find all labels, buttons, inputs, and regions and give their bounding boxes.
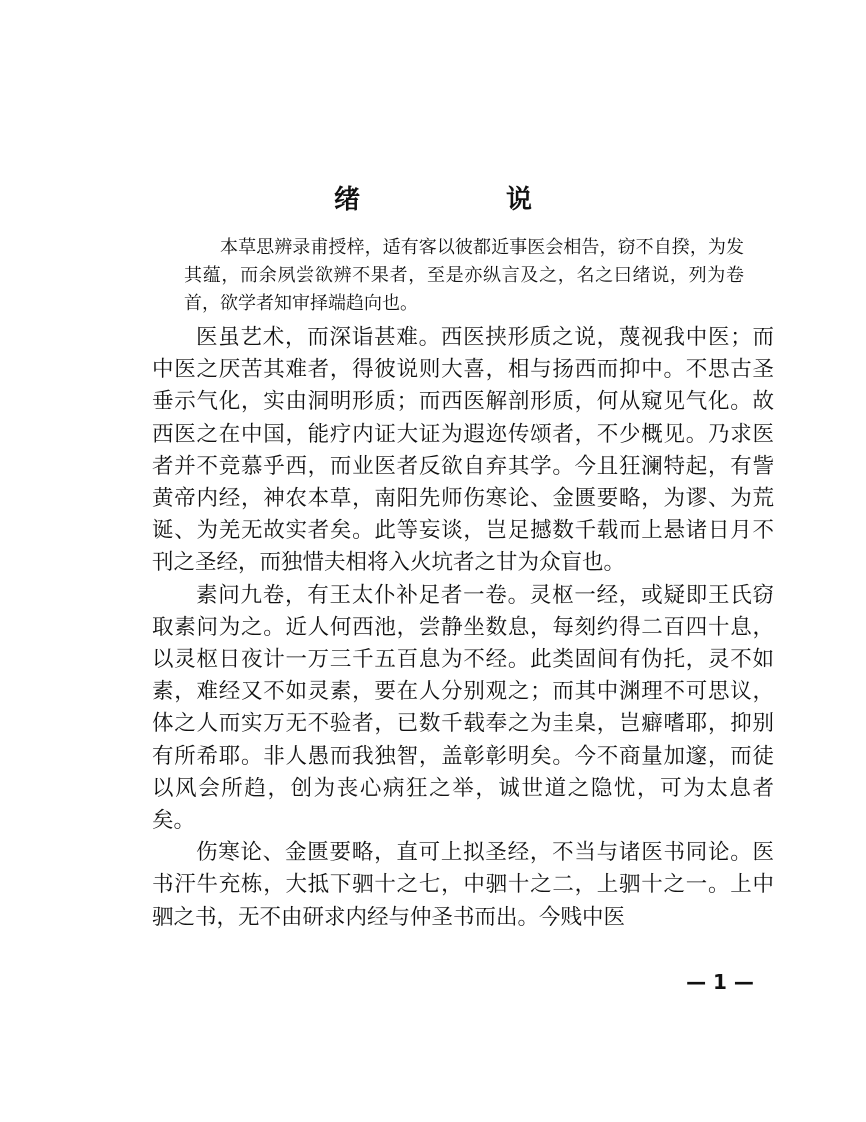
body-paragraph: 医虽艺术，而深诣甚难。西医挟形质之说，蔑视我中医；而中医之厌苦其难者，得彼说则大喜，相与扬西而抑中。不思古圣垂示气化，实由洞明形质；而西医解剖形质，何从窥见气化。故西医之在中国，能疗内证大证为遐迩传颂者，不少概见。乃求医者并不竞慕乎西，而业医者反欲自弃其学。今且狂澜特起，有訾黄帝内经，神农本草，南阳先师伤寒论、金匮要略，为谬、为荒诞、为羌无故实者矣。此等妄谈，岂足撼数千载而上悬诸日月不刊之圣经，而独惜夫相将入火坑者之甘为众盲也。	[152, 325, 774, 576]
preface-paragraph: 本草思辨录甫授梓，适有客以彼都近事医会相告，窃不自揆，为发其蕴，而余夙尝欲辨不果者，至是亦纵言及之，名之曰绪说，列为卷首，欲学者知审择端趋向也。	[184, 237, 744, 314]
preface-note	[184, 234, 744, 318]
body-paragraph: 素问九卷，有王太仆补足者一卷。灵枢一经，或疑即王氏窃取素问为之。近人何西池，尝静坐数息，每刻约得二百四十息，以灵枢日夜计一万三千五百息为不经。此类固间有伪托，灵不如素，难经又不如灵素，要在人分别观之；而其中渊理不可思议，体之人而实万无不验者，已数千载奉之为圭臬，岂癖嗜耶，抑别有所希耶。非人愚而我独智，盖彰彰明矣。今不商量加邃，而徒以风会所趋，创为丧心病狂之举，诚世道之隐忧，可为太息者矣。	[152, 582, 774, 834]
chapter-title: 绪 说	[333, 185, 592, 215]
main-text	[152, 322, 774, 934]
page-number: — 1 —	[686, 970, 754, 994]
body-paragraph: 伤寒论、金匮要略，直可上拟圣经，不当与诸医书同论。医书汗牛充栋，大抵下驷十之七，中驷十之二，上驷十之一。上中驷之书，无不由研求内经与仲圣书而出。今贱中医	[152, 840, 774, 930]
